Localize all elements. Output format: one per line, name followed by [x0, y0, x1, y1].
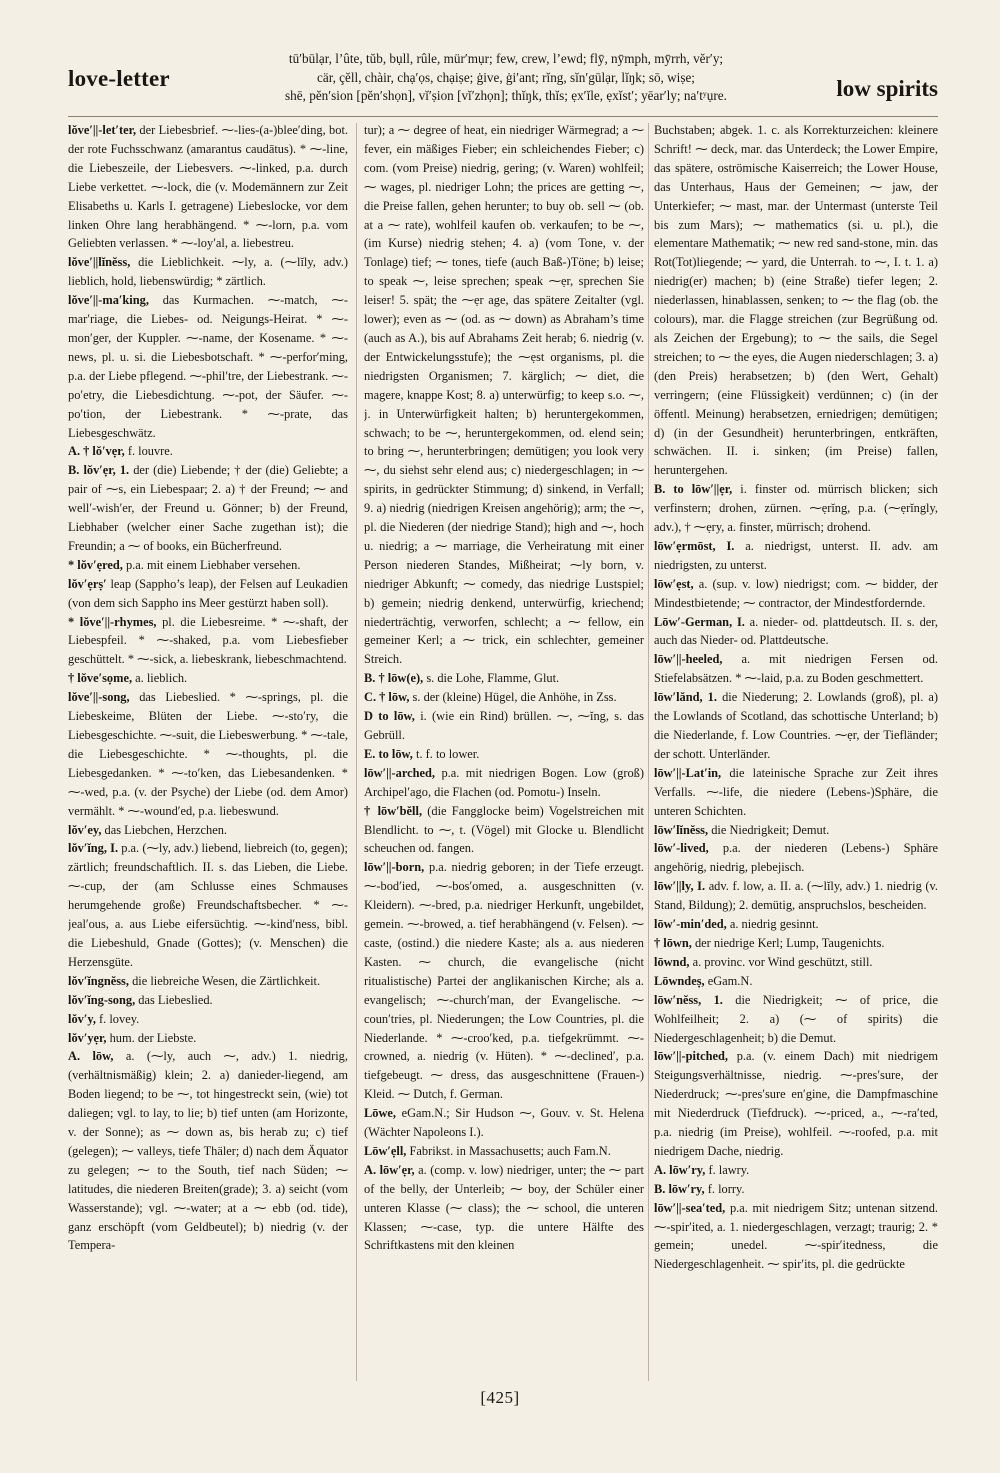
- dictionary-entry: [68, 253, 348, 291]
- headword: B. lŏv′ẹr, 1.: [68, 463, 130, 478]
- headword: B. lōw′ry,: [654, 1181, 705, 1196]
- entry-text: s. die Lohe, Flamme, Glut.: [426, 671, 560, 686]
- dictionary-entry: [364, 745, 644, 764]
- entry-text: die Lieblichkeit. ⁓ly, a. (⁓lĭly, adv.) lieblich, hold, liebenswürdig; * zärtlich.: [68, 255, 348, 289]
- entry-text: die Niedrigkeit; Demut.: [711, 822, 830, 837]
- headword: lōw′||-pitched,: [654, 1049, 728, 1064]
- dictionary-entry: [68, 291, 348, 442]
- dictionary-entry: [68, 461, 348, 556]
- dictionary-entry: [364, 688, 644, 707]
- dictionary-entry: [364, 1142, 644, 1161]
- headword: * lŏv′ẹred,: [68, 557, 123, 572]
- entry-text: der Liebesbrief. ⁓-lies-(a-)blee′ding, bot. der rote Fuchsschwanz (amarantus caudātus). * ⁓-line, die Liebeszeile, der Liebesvers. ⁓-linked, p.a. durch Liebe verkettet. ⁓-lock, die (v. Modemännern zur Zeit Elisabeths u. Karls I. getragene) Liebeslocke, vor dem linken Ohre lang herabhängend. * ⁓-lorn, p.a. vom Geliebten verlassen. * ⁓-loy′al, a. liebestreu.: [68, 123, 348, 251]
- headword: lŏv′ĭngnĕss,: [68, 973, 129, 988]
- headword: lōw′lănd, 1.: [654, 690, 717, 705]
- column-3: [654, 121, 938, 1383]
- entry-text: das Liebeslied.: [138, 992, 213, 1007]
- dictionary-entry: [654, 650, 938, 688]
- entry-text: eGam.N.: [707, 973, 753, 988]
- pronunciation-key: [226, 50, 786, 106]
- headword: D to lōw,: [364, 709, 415, 724]
- dictionary-entry: [654, 480, 938, 537]
- headword: lŏve′||-ma′king,: [68, 293, 149, 308]
- headword: Lōw′ẹll,: [364, 1143, 407, 1158]
- entry-text: hum. der Liebste.: [109, 1030, 197, 1045]
- entry-text: f. lawry.: [708, 1162, 750, 1177]
- headword: lōw′ẹrmōst, I.: [654, 538, 735, 553]
- dictionary-entry: [654, 1180, 938, 1199]
- entry-text: a. mit niedrigen Fersen od. Stiefelabsätzen. * ⁓-laid, p.a. zu Boden geschmettert.: [654, 652, 938, 686]
- dictionary-entry: [68, 575, 348, 613]
- headword: lŏve′||-let′ter,: [68, 123, 137, 137]
- dictionary-entry: [68, 991, 348, 1010]
- entry-text: (die Fangglocke beim) Vogelstreichen mit Blendlicht. to ⁓, t. (Vögel) mit Glocke u. Blendlicht scheuchen od. fangen.: [364, 803, 644, 856]
- dictionary-entry: [654, 877, 938, 915]
- dictionary-entry: [364, 858, 644, 1104]
- entry-text: p.a. niedrig geboren; in der Tiefe erzeugt. ⁓-bod′ied, ⁓-bos′omed, a. ausgeschnitten (v. Kleidern). ⁓-bred, p.a. niedriger Herkunft, ungebildet, gemein. ⁓-browed, a. tief herabhängend (v. Felsen). ⁓ caste, (ostind.) die niedere Kaste; als a. aus niederen Kasten. ⁓ church, die evangelische (nicht ritualistische) Partei der anglikanischen Kirche; als a. evangelisch; ⁓-church′man, der Evangelische. ⁓ coun′tries, pl. Niederungen; the Low Countries, pl. die Niederlande. * ⁓-croo′ked, p.a. tiefgekrümmt. ⁓-crowned, a. niedrig (v. Hüten). * ⁓-declined′, p.a. tiefgebeugt. ⁓ dress, das ausgeschnittene (Frauen-) Kleid. ⁓ Dutch, f. German.: [364, 860, 644, 1102]
- entry-text: p.a. mit niedrigem Sitz; untenan sitzend. ⁓-spir′ited, a. 1. niedergeschlagen, verzagt; traurig; 2. * gemein; unedel. ⁓-spir′itedness, die Niedergeschlagenheit. ⁓ spir′its, pl. die gedrückte: [654, 1200, 938, 1272]
- headword: † lŏve′sọme,: [68, 671, 133, 686]
- entry-text: die liebreiche Wesen, die Zärtlichkeit.: [132, 973, 321, 988]
- headword: C. † lōw,: [364, 690, 410, 705]
- dictionary-entry: [654, 991, 938, 1048]
- headword: lŏv′y,: [68, 1011, 96, 1026]
- pronunciation-key-line: cär, çĕll, chàir, chạ′ọs, chạiṣe; ġive, ġi′ant; rĭng, sĭn′gūlạr, lĭŋk; sō, wiṣe;: [317, 69, 695, 85]
- entry-text: die Niederung; 2. Lowlands (groß), pl. a) the Lowlands of Scotland, das schottische Unterland; b) die Niederlande, f. Low Countries. ⁓ẹr, der Tiefländer; der schott. Unterländer.: [654, 690, 938, 761]
- dictionary-entry: [68, 669, 348, 688]
- entry-text: pl. die Liebesreime. * ⁓-shaft, der Liebespfeil. * ⁓-shaked, p.a. vom Liebesfieber geschüttelt. * ⁓-sick, a. liebeskrank, liebeschmachtend.: [68, 614, 348, 667]
- entry-text: p.a. (v. einem Dach) mit niedrigem Steigungsverhältnisse, niedrig. ⁓-pres′sure, der Niederdruck; ⁓-pres′sure en′gine, die Dampfmaschine mit Niederdruck (Tiefdruck). ⁓-priced, a., ⁓-ra′ted, p.a. niedrig (im Preise), wohlfeil. ⁓-roofed, p.a. mit niedrigem Dache, niedrig.: [654, 1049, 938, 1158]
- entry-text: p.a. mit niedrigen Bogen. Low (groß) Archipel′ago, die Flachen (od. Pomotu-) Inseln.: [364, 765, 644, 799]
- guide-word-left: love-letter: [68, 66, 170, 91]
- column-divider: [648, 123, 649, 1381]
- headword: Lōw′-German, I.: [654, 614, 745, 629]
- dictionary-entry: [654, 688, 938, 764]
- entry-text: die lateinische Sprache zur Zeit ihres Verfalls. ⁓-life, die niedere (Lebens-)Sphäre, die unteren Schichten.: [654, 765, 938, 818]
- headword: lōw′ẹst,: [654, 576, 694, 591]
- dictionary-entry: [68, 121, 348, 253]
- entry-text: t. f. to lower.: [416, 746, 480, 761]
- headword: lŏv′yẹr,: [68, 1030, 107, 1045]
- headword: A. † lŏ′vẹr,: [68, 444, 125, 459]
- entry-text: das Liebchen, Herzchen.: [104, 822, 228, 837]
- headword: lōw′-min′ded,: [654, 917, 727, 932]
- headword: A. lōw,: [68, 1049, 114, 1064]
- pronunciation-key-line: tū′būlạr, l’ûte, tŭb, bụll, rûle, mür′mụr; few, crew, l’ewd; flȳ, nȳmph, mȳrrh, vĕr′y;: [288, 51, 724, 66]
- headword: E. to lōw,: [364, 746, 413, 761]
- headword: B. to lōw′||ẹr,: [654, 482, 733, 497]
- headword: lōwnd,: [654, 954, 690, 969]
- dictionary-entry: [364, 802, 644, 859]
- dictionary-entry: [654, 1199, 938, 1275]
- dictionary-entry: [654, 121, 938, 480]
- headword: Lōwe,: [364, 1106, 397, 1121]
- dictionary-entry: [364, 669, 644, 688]
- column-2: [364, 121, 644, 1383]
- dictionary-entry: [68, 556, 348, 575]
- entry-text: Fabrikst. in Massachusetts; auch Fam.N.: [409, 1143, 611, 1158]
- headword: A. lōw′ẹr,: [364, 1162, 415, 1177]
- headword: lōw′||-arched,: [364, 765, 436, 780]
- headword: Lōwndeṣ,: [654, 973, 705, 988]
- page-number: [425]: [480, 1388, 520, 1407]
- headword: lŏv′ĭng, I.: [68, 841, 119, 856]
- headword: lŏve′||lĭnĕss,: [68, 255, 131, 270]
- entry-text: a. nieder- od. plattdeutsch. II. s. der, auch das Nieder- od. Plattdeutsche.: [654, 614, 938, 648]
- entry-text: das Kurmachen. ⁓-match, ⁓-mar′riage, die Liebes- od. Neigungs-Heirat. * ⁓-mon′ger, der Kuppler. ⁓-name, der Kosename. * ⁓-news, pl. u. si. die Liebesbotschaft. * ⁓-perfor′ming, p.a. der Liebe pflegend. ⁓-phil′tre, der Liebestrank. ⁓-po′etry, die Liebesdichtung. ⁓-pot, der Säufer. ⁓-po′tion, der Liebestrank. * ⁓-prate, das Liebesgeschwätz.: [68, 293, 348, 440]
- entry-text: s. der (kleine) Hügel, die Anhöhe, in Zss.: [412, 690, 617, 705]
- dictionary-entry: [68, 688, 348, 820]
- headword: lōw′||-heeled,: [654, 652, 723, 667]
- entry-text: p.a. mit einem Liebhaber versehen.: [125, 557, 301, 572]
- dictionary-entry: [654, 613, 938, 651]
- entry-text: a. (sup. v. low) niedrigst; com. ⁓ bidder, der Mindestbietende; ⁓ contractor, der Mindestfordernde.: [654, 576, 938, 610]
- entry-text: a. lieblich.: [135, 671, 188, 686]
- dictionary-entry: [68, 1010, 348, 1029]
- dictionary-entry: [654, 953, 938, 972]
- headword: lōw′lĭnĕss,: [654, 822, 709, 837]
- dictionary-entry: [654, 575, 938, 613]
- entry-text: leap (Sappho’s leap), der Felsen auf Leukadien (von dem sich Sappho ins Meer gestürzt haben soll).: [68, 576, 348, 610]
- dictionary-entry: [364, 1104, 644, 1142]
- dictionary-entry: [68, 839, 348, 971]
- dictionary-entry: [68, 613, 348, 670]
- entry-text: p.a. (⁓ly, adv.) liebend, liebreich (to, gegen); zärtlich; freundschaftlich. II. s. das Lieben, die Liebe. ⁓-cup, der (am Schlusse eines Schmauses herumgehende große) Freundschaftsbecher. * ⁓-jeal′ous, a. aus Liebe eifersüchtig. ⁓-kind′ness, bibl. die Liebeshuld, Gnade (Gottes); (v. Menschen) die Herzensgüte.: [68, 841, 348, 969]
- guide-word-right: low spirits: [836, 76, 938, 101]
- headword: lōw′||-born,: [364, 860, 425, 875]
- headword: lŏv′ĭng-song,: [68, 992, 136, 1007]
- entry-text: Buchstaben; abgek. 1. c. als Korrekturzeichen: kleinere Schrift! ⁓ deck, mar. das Unterdeck; the Lower Empire, das spätere, oströmische Kaiserreich; the Lower House, das Unterhaus, Haus der Gemeinen; ⁓ jaw, der Unterkiefer; ⁓ mast, mar. der Untermast (unterste Teil bis zum Mars); ⁓ mathematics (si. u. pl.), die elementare Mathematik; ⁓ new red sand-stone, min. das Rot(Tot)liegende; ⁓ yard, die Unterrah. to ⁓, I. t. 1. a) niedrig(er) machen; b) (eine Straße) tiefer legen; 2. niederlassen, hinablassen, senken; to ⁓ the flag (ob. the colours), mar. die Flagge streichen (zur Begrüßung od. als Zeichen der Ergebung); to ⁓ the sails, die Segel streichen; to ⁓ the eyes, die Augen niederschlagen; 3. a) (den Preis) herabsetzen; b) (den Wert, Gehalt) verringern; (eine Flüssigkeit) verdünnen; c) (in der öffentl. Meinung) herabsetzen, erniedrigen; demütigen; d) (in der Gesundheit) herunterbringen, entkräften, schwächen. II. i. sinken; (im Preise) fallen, heruntergehen.: [654, 123, 938, 478]
- page-header: [0, 0, 1000, 118]
- entry-text: i. (wie ein Rind) brüllen. ⁓, ⁓ĭng, s. das Gebrüll.: [364, 709, 644, 742]
- headword: lōw′-lived,: [654, 841, 709, 856]
- dictionary-entry: [364, 1161, 644, 1256]
- dictionary-entry: [654, 972, 938, 991]
- entry-text: a. provinc. vor Wind geschützt, still.: [692, 954, 873, 969]
- dictionary-entry: [654, 764, 938, 821]
- entry-text: f. lovey.: [99, 1011, 140, 1026]
- entry-text: die Niedrigkeit; ⁓ of price, die Wohlfeilheit; 2. a) (⁓ of spirits) die Niedergeschlagenheit; b) die Demut.: [654, 992, 938, 1045]
- headword: * lŏve′||-rhymes,: [68, 614, 157, 629]
- headword: B. † lōw(e),: [364, 671, 424, 686]
- entry-text: das Liebeslied. * ⁓-springs, pl. die Liebeskeime, Blüten der Liebe. ⁓-sto′ry, die Liebesgeschichte. ⁓-suit, die Liebeswerbung. * ⁓-tale, die Liebesgeschichte. * ⁓-thoughts, pl. die Liebesgedanken. * ⁓-to′ken, das Liebesandenken. * ⁓-wed, p.a. (v. der Psyche) der Liebe (od. dem Amor) vermählt. * ⁓-wound′ed, p.a. liebeswund.: [68, 690, 348, 818]
- dictionary-entry: [654, 821, 938, 840]
- dictionary-entry: [654, 537, 938, 575]
- header-rule: [68, 116, 938, 117]
- dictionary-entry: [364, 764, 644, 802]
- dictionary-entry: [68, 1029, 348, 1048]
- entry-text: a. niedrigst, unterst. II. adv. am niedrigsten, zu unterst.: [654, 538, 938, 572]
- dictionary-entry: [654, 839, 938, 877]
- column-divider: [356, 123, 357, 1381]
- headword: lŏve′||-song,: [68, 690, 130, 705]
- dictionary-entry: [364, 707, 644, 745]
- headword: lŏv′ẹrṣ′: [68, 576, 107, 591]
- entry-text: tur); a ⁓ degree of heat, ein niedriger Wärmegrad; a ⁓ fever, ein mäßiges Fieber; ein schleichendes Fieber; c) com. (vom Preise) niedrig, gering; (v. Waren) wohlfeil; ⁓ wages, pl. niedriger Lohn; the prices are getting ⁓, die Preise fallen, gehen herunter; to buy ob. sell ⁓ (ob. at a ⁓ rate), wohlfeil kaufen ob. verkaufen; to be ⁓, (im Kurse) niedrig stehen; 4. a) (vom Tone, v. der Tonlage) tief; ⁓ tones, tiefe (auch Baß-)Töne; b) leise; to speak ⁓, leise sprechen; speak ⁓ẹr, sprechen Sie leiser! 5. spät; the ⁓ẹr age, das spätere Zeitalter (vgl. lower); even as ⁓ (od. as ⁓ down) as Abraham’s time (auch as A.), bis auf Abrahams Zeit herab; 6. niedrig (v. der Entwickelungsstufe); the ⁓ẹst organisms, pl. die niedrigsten Organismen; 7. kärglich; ⁓ diet, die magere, knappe Kost; 8. a) unterwürfig; to keep s.o. ⁓, j. in Unterwürfigkeit halten; b) heruntergekommen, schwach; to be ⁓, heruntergekommen, od. elend sein; to bring ⁓, herunterbringen; demütigen; you look very ⁓, du siehst sehr elend aus; c) niedergeschlagen; in ⁓ spirits, in gedrückter Stimmung; d) sinkend, in Verfall; 9. a) niedrig (niedrigen Kreisen angehörig); arm; the ⁓, pl. die Niederen (der niedrige Stand); high and ⁓, hoch u. niedrig; a ⁓ marriage, die Verheiratung mit einer Person niederen Standes, Mißheirat; ⁓ly born, v. niedriger Abkunft; ⁓ comedy, das niedrige Lustspiel; b) gemein; niedrig denkend, unterwürfig, kriechend; niederträchtig, verworfen, schlecht; a ⁓ fellow, ein gemeiner Kerl; a ⁓ trick, ein schlechter, gemeiner Streich.: [364, 123, 644, 667]
- headword: † lōwn,: [654, 935, 692, 950]
- dictionary-entry: [68, 1047, 348, 1255]
- headword: lōw′||-sea′ted,: [654, 1200, 726, 1215]
- dictionary-entry: [68, 972, 348, 991]
- pronunciation-key-line: shē, pĕn′sion [pĕn′shọn], vĭ′ṣion [vĭ′zhọn]; thĭŋk, thĭs; ẹx′ĭle, ẹxĭst′; yēar′ly; na′tʸụre.: [285, 88, 727, 103]
- column-1: [68, 121, 348, 1383]
- headword: A. lōw′ry,: [654, 1162, 706, 1177]
- entry-text: f. lorry.: [707, 1181, 745, 1196]
- dictionary-entry: [68, 442, 348, 461]
- dictionary-entry: [654, 934, 938, 953]
- entry-text: p.a. der niederen (Lebens-) Sphäre angehörig, niedrig, plebejisch.: [654, 841, 938, 875]
- headword: lōw′nĕss, 1.: [654, 992, 723, 1007]
- entry-text: f. louvre.: [127, 444, 173, 459]
- entry-text: adv. f. low, a. II. a. (⁓lĭly, adv.) 1. niedrig (v. Stand, Bildung); 2. demütig, anspruchslos, bescheiden.: [654, 879, 938, 913]
- headword: lōw′||-Lat′in,: [654, 765, 722, 780]
- dictionary-entry: [364, 121, 644, 669]
- dictionary-entry: [654, 1161, 938, 1180]
- headword: lōw′||ly, I.: [654, 879, 706, 894]
- entry-text: eGam.N.; Sir Hudson ⁓, Gouv. v. St. Helena (Wächter Napoleons I.).: [364, 1106, 644, 1140]
- entry-text: der (die) Liebende; † der (die) Geliebte; a pair of ⁓s, ein Liebespaar; 2. a) † der Freund; ⁓ and well′-wish′er, der Freund u. Gönner; b) der Freund, Liebhaber (welcher einer Sache zugethan ist); die Freundin; a ⁓ of books, ein Bücherfreund.: [68, 463, 348, 553]
- entry-text: der niedrige Kerl; Lump, Taugenichts.: [694, 935, 885, 950]
- entry-text: a. (comp. v. low) niedriger, unter; the ⁓ part of the belly, der Unterleib; ⁓ boy, der Schüler einer unteren Klasse (⁓ class); the ⁓ school, die unteren Klassen; ⁓-case, typ. die untere Hälfte des Schriftkastens mit den kleinen: [364, 1162, 644, 1253]
- dictionary-entry: [68, 821, 348, 840]
- entry-text: a. (⁓ly, auch ⁓, adv.) 1. niedrig, (verhältnismäßig) klein; 2. a) danieder-liegend, am Boden liegend; to be ⁓, tot hingestreckt sein, (wie) tot daliegen; vgl. to lay, to lie; b) tief unten (am Horizonte, v. der Sonne); as ⁓ down as, bis herab zu; c) tief (gelegen); ⁓ valleys, tiefe Thäler; d) nach dem Äquator zu gelegen; ⁓ to the South, tief nach Süden; ⁓ latitudes, die niederen Breiten(grade); 3. a) seicht (vom Wasserstande); vgl. ⁓-water; at a ⁓ ebb (od. tide), ganz erschöpft (vom Geldbeutel); b) niedrig (v. der Tempera-: [68, 1049, 348, 1253]
- dictionary-entry: [654, 915, 938, 934]
- entry-text: a. niedrig gesinnt.: [729, 917, 819, 932]
- dictionary-columns: [68, 121, 938, 1383]
- headword: † lōw′bĕll,: [364, 803, 423, 818]
- headword: lŏv′ey,: [68, 822, 102, 837]
- dictionary-entry: [654, 1047, 938, 1160]
- entry-text: i. finster od. mürrisch blicken; sich verfinstern; drohen, zürnen. ⁓ẹrĭng, p.a. (⁓ẹrĭngly, adv.), † ⁓ẹry, a. finster, mürrisch; drohend.: [654, 482, 938, 535]
